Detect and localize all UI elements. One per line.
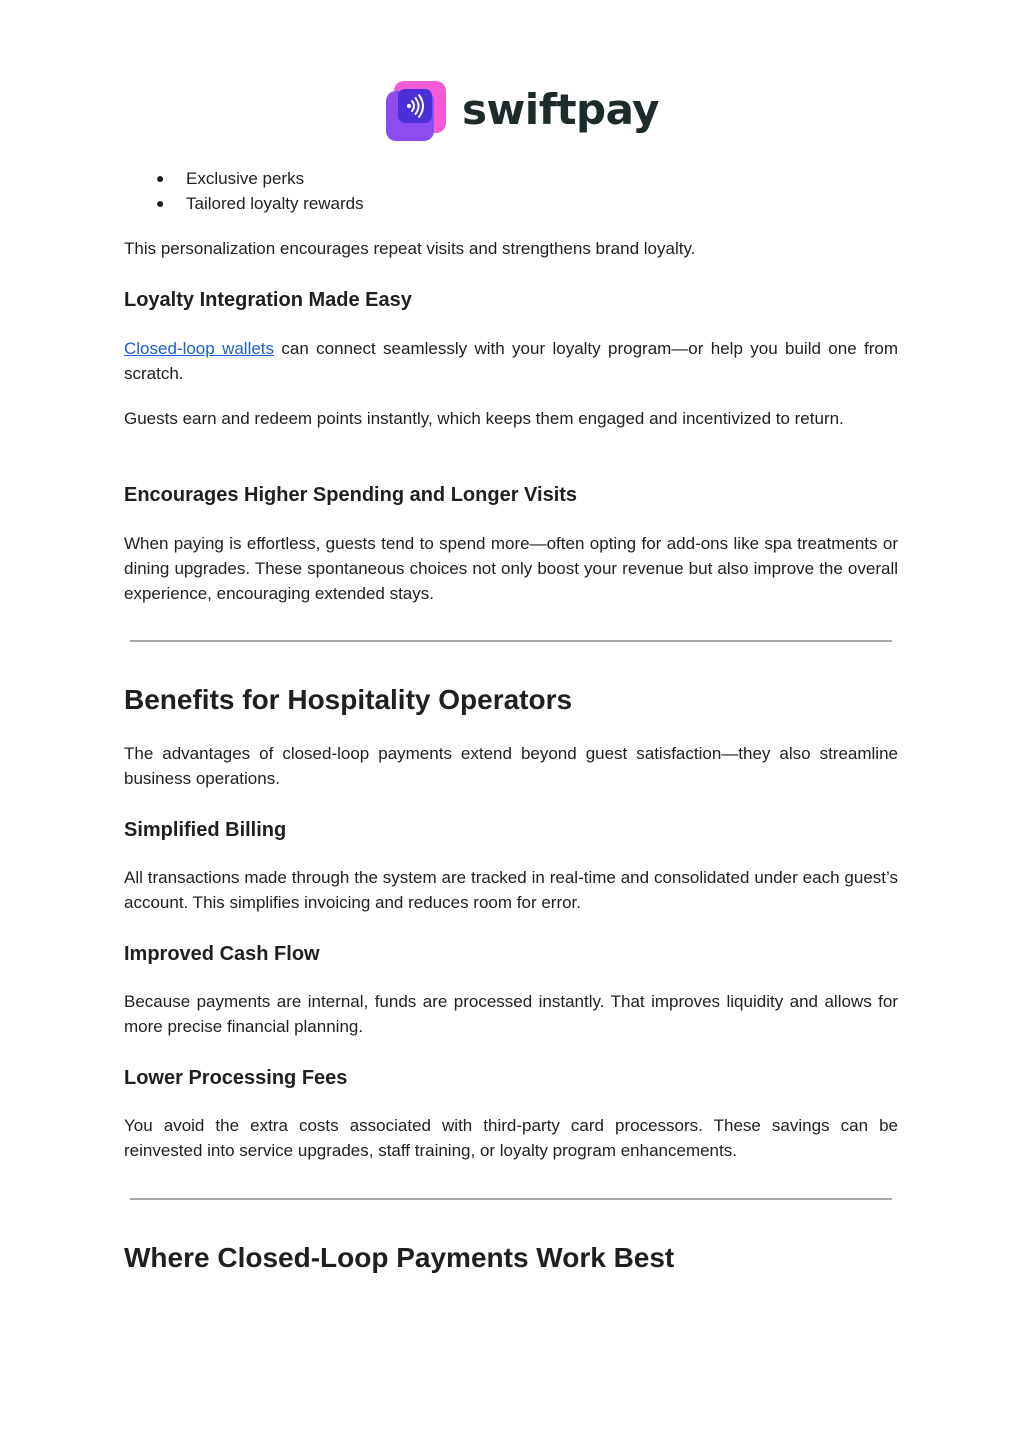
billing-paragraph: All transactions made through the system are tracked in real-time and consolidated under each guest’s account. This simplifies invoicing and reduces room for error. [124, 868, 898, 912]
billing-heading: Simplified Billing [124, 819, 287, 841]
perks-list [124, 166, 364, 216]
loyalty-heading: Loyalty Integration Made Easy [124, 289, 412, 311]
contactless-icon [400, 93, 430, 119]
cash-flow-heading: Improved Cash Flow [124, 943, 320, 965]
closed-loop-wallets-link[interactable]: Closed-loop wallets [124, 339, 275, 358]
brand-name: swiftpay [462, 85, 660, 134]
cash-flow-paragraph: Because payments are internal, funds are processed instantly. That improves liquidity and allows for more precise financial planning. [124, 992, 898, 1036]
loyalty-paragraph-1: Closed-loop wallets can connect seamlessly with your loyalty program—or help you build one from scratch. [124, 339, 899, 383]
logo-mark [386, 81, 448, 143]
fees-heading: Lower Processing Fees [124, 1067, 348, 1089]
spending-paragraph: When paying is effortless, guests tend to spend more—often opting for add-ons like spa treatments or dining upgrades. These spontaneous choices not only boost your revenue but also improve the overall experience, encouraging extended stays. [124, 534, 898, 603]
spending-heading: Encourages Higher Spending and Longer Visits [124, 484, 578, 506]
divider [130, 640, 892, 642]
list-item: ● Exclusive perks [156, 169, 305, 188]
loyalty-paragraph-2: Guests earn and redeem points instantly, which keeps them engaged and incentivized to return. [124, 409, 844, 428]
where-heading: Where Closed-Loop Payments Work Best [124, 1242, 675, 1273]
operators-intro: The advantages of closed-loop payments extend beyond guest satisfaction—they also streamline business operations. [124, 744, 898, 788]
list-item: ● Tailored loyalty rewards [156, 194, 364, 213]
personalization-paragraph: This personalization encourages repeat visits and strengthens brand loyalty. [124, 239, 696, 258]
swiftpay-logo [386, 80, 659, 144]
divider [130, 1198, 892, 1200]
operators-heading: Benefits for Hospitality Operators [124, 684, 573, 715]
fees-paragraph: You avoid the extra costs associated with third-party card processors. These savings can be reinvested into service upgrades, staff training, or loyalty program enhancements. [124, 1116, 898, 1160]
